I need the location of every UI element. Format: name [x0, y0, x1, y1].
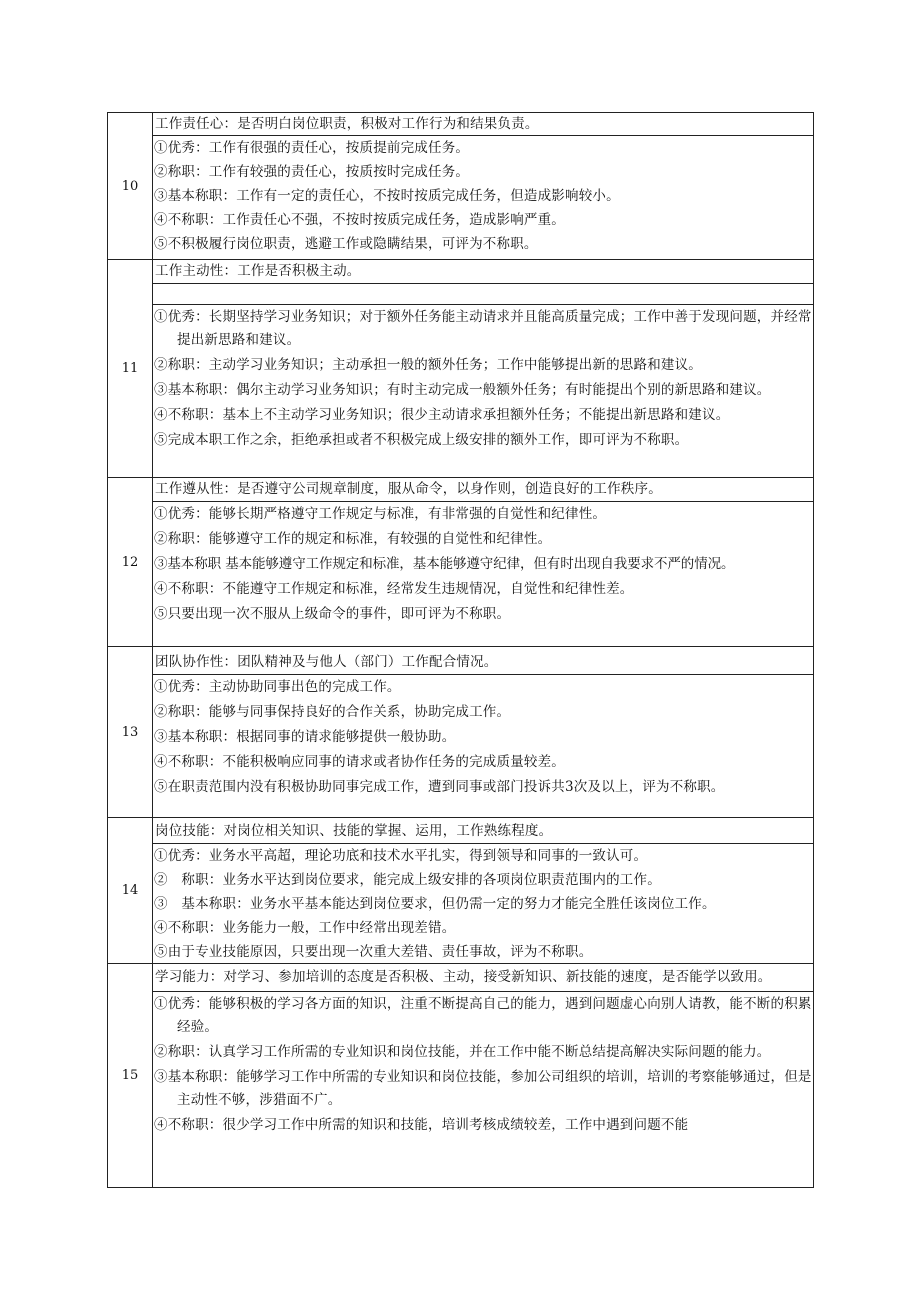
criterion-title: 学习能力：对学习、参加培训的态度是否积极、主动，接受新知识、新技能的速度，是否能学以致用。	[153, 964, 813, 992]
level-incompetent: ④不称职：不能积极响应同事的请求或者协作任务的完成质量较差。	[154, 754, 565, 770]
level-competent: ②称职：主动学习业务知识；主动承担一般的额外任务；工作中能够提出新的思路和建议。	[154, 357, 702, 373]
level-incompetent: ④不称职：不能遵守工作规定和标准，经常发生违规情况，自觉性和纪律性差。	[154, 581, 634, 597]
criterion-title: 工作主动性：工作是否积极主动。	[153, 260, 813, 284]
criterion-number: 15	[108, 964, 153, 1187]
criterion-title: 工作遵从性：是否遵守公司规章制度，服从命令，以身作则，创造良好的工作秩序。	[153, 478, 813, 502]
level-excellent: ①优秀：工作有很强的责任心，按质提前完成任务。	[154, 140, 470, 156]
criterion-levels	[153, 305, 813, 477]
criterion-12	[107, 478, 814, 647]
evaluation-table	[107, 112, 814, 1188]
level-competent: ②称职：认真学习工作所需的专业知识和岗位技能，并在工作中能不断总结提高解决实际问题的能力。	[154, 1044, 771, 1060]
level-excellent: ①优秀：长期坚持学习业务知识；对于额外任务能主动请求并且能高质量完成；工作中善于发现问题，并经常提出新思路和建议。	[154, 309, 812, 348]
level-competent: ②称职：能够遵守工作的规定和标准，有较强的自觉性和纪律性。	[154, 531, 552, 547]
criterion-11	[107, 260, 814, 478]
criterion-levels	[153, 675, 813, 817]
criterion-body	[153, 113, 813, 259]
criterion-body	[153, 647, 813, 817]
criterion-number: 10	[108, 113, 153, 259]
criterion-title: 岗位技能：对岗位相关知识、技能的掌握、运用，工作熟练程度。	[153, 818, 813, 844]
level-basic: ③基本称职：根据同事的请求能够提供一般协助。	[154, 729, 456, 745]
level-excellent: ①优秀：主动协助同事出色的完成工作。	[154, 679, 401, 695]
level-incompetent: ④不称职：业务能力一般，工作中经常出现差错。	[154, 920, 456, 936]
level-incompetent: ④不称职：工作责任心不强，不按时按质完成任务，造成影响严重。	[154, 212, 565, 228]
criterion-13	[107, 647, 814, 818]
level-incompetent: ④不称职：基本上不主动学习业务知识；很少主动请求承担额外任务；不能提出新思路和建议。	[154, 407, 730, 423]
level-rule: ⑤由于专业技能原因，只要出现一次重大差错、责任事故，评为不称职。	[154, 944, 593, 959]
level-incompetent: ④不称职：很少学习工作中所需的知识和技能，培训考核成绩较差，工作中遇到问题不能	[154, 1117, 689, 1133]
level-basic: ③基本称职：能够学习工作中所需的专业知识和岗位技能，参加公司组织的培训，培训的考察能够通过，但是主动性不够，涉猎面不广。	[154, 1069, 812, 1108]
level-rule: ⑤在职责范围内没有积极协助同事完成工作，遭到同事或部门投诉共3次及以上，评为不称职。	[154, 779, 725, 795]
level-competent: ②称职：工作有较强的责任心，按质按时完成任务。	[154, 164, 470, 180]
criterion-number: 13	[108, 647, 153, 817]
level-excellent: ①优秀：能够积极的学习各方面的知识，注重不断提高自己的能力，遇到问题虚心向别人请教，能不断的积累经验。	[154, 996, 812, 1035]
criterion-levels	[153, 136, 813, 259]
criterion-levels	[153, 502, 813, 646]
level-excellent: ①优秀：能够长期严格遵守工作规定与标准，有非常强的自觉性和纪律性。	[154, 506, 607, 522]
level-rule: ⑤完成本职工作之余，拒绝承担或者不积极完成上级安排的额外工作，即可评为不称职。	[154, 432, 689, 448]
level-competent: ②称职：能够与同事保持良好的合作关系，协助完成工作。	[154, 704, 511, 720]
criterion-body	[153, 818, 813, 963]
criterion-title: 团队协作性：团队精神及与他人（部门）工作配合情况。	[153, 647, 813, 675]
criterion-body	[153, 478, 813, 646]
level-basic: ③ 基本称职：业务水平基本能达到岗位要求，但仍需一定的努力才能完全胜任该岗位工作。	[154, 896, 716, 912]
criterion-levels	[153, 844, 813, 963]
criterion-body	[153, 964, 813, 1187]
criterion-15	[107, 964, 814, 1188]
level-basic: ③基本称职：偶尔主动学习业务知识；有时主动完成一般额外任务；有时能提出个别的新思路和建议。	[154, 382, 771, 398]
criterion-body	[153, 260, 813, 477]
criterion-10	[107, 112, 814, 260]
level-competent: ② 称职：业务水平达到岗位要求，能完成上级安排的各项岗位职责范围内的工作。	[154, 872, 661, 888]
criterion-levels	[153, 992, 813, 1187]
criterion-title: 工作责任心：是否明白岗位职责，积极对工作行为和结果负责。	[153, 113, 813, 136]
criterion-14	[107, 818, 814, 964]
level-rule: ⑤只要出现一次不服从上级命令的事件，即可评为不称职。	[154, 606, 511, 622]
level-basic: ③基本称职：工作有一定的责任心，不按时按质完成任务，但造成影响较小。	[154, 188, 620, 204]
criterion-number: 14	[108, 818, 153, 963]
criterion-number: 12	[108, 478, 153, 646]
criterion-number: 11	[108, 260, 153, 477]
level-rule: ⑤不积极履行岗位职责，逃避工作或隐瞒结果，可评为不称职。	[154, 236, 538, 251]
level-excellent: ①优秀：业务水平高超，理论功底和技术水平扎实，得到领导和同事的一致认可。	[154, 848, 648, 864]
level-basic: ③基本称职 基本能够遵守工作规定和标准，基本能够遵守纪律，但有时出现自我要求不严的情况。	[154, 556, 735, 572]
blank-row	[153, 284, 813, 305]
